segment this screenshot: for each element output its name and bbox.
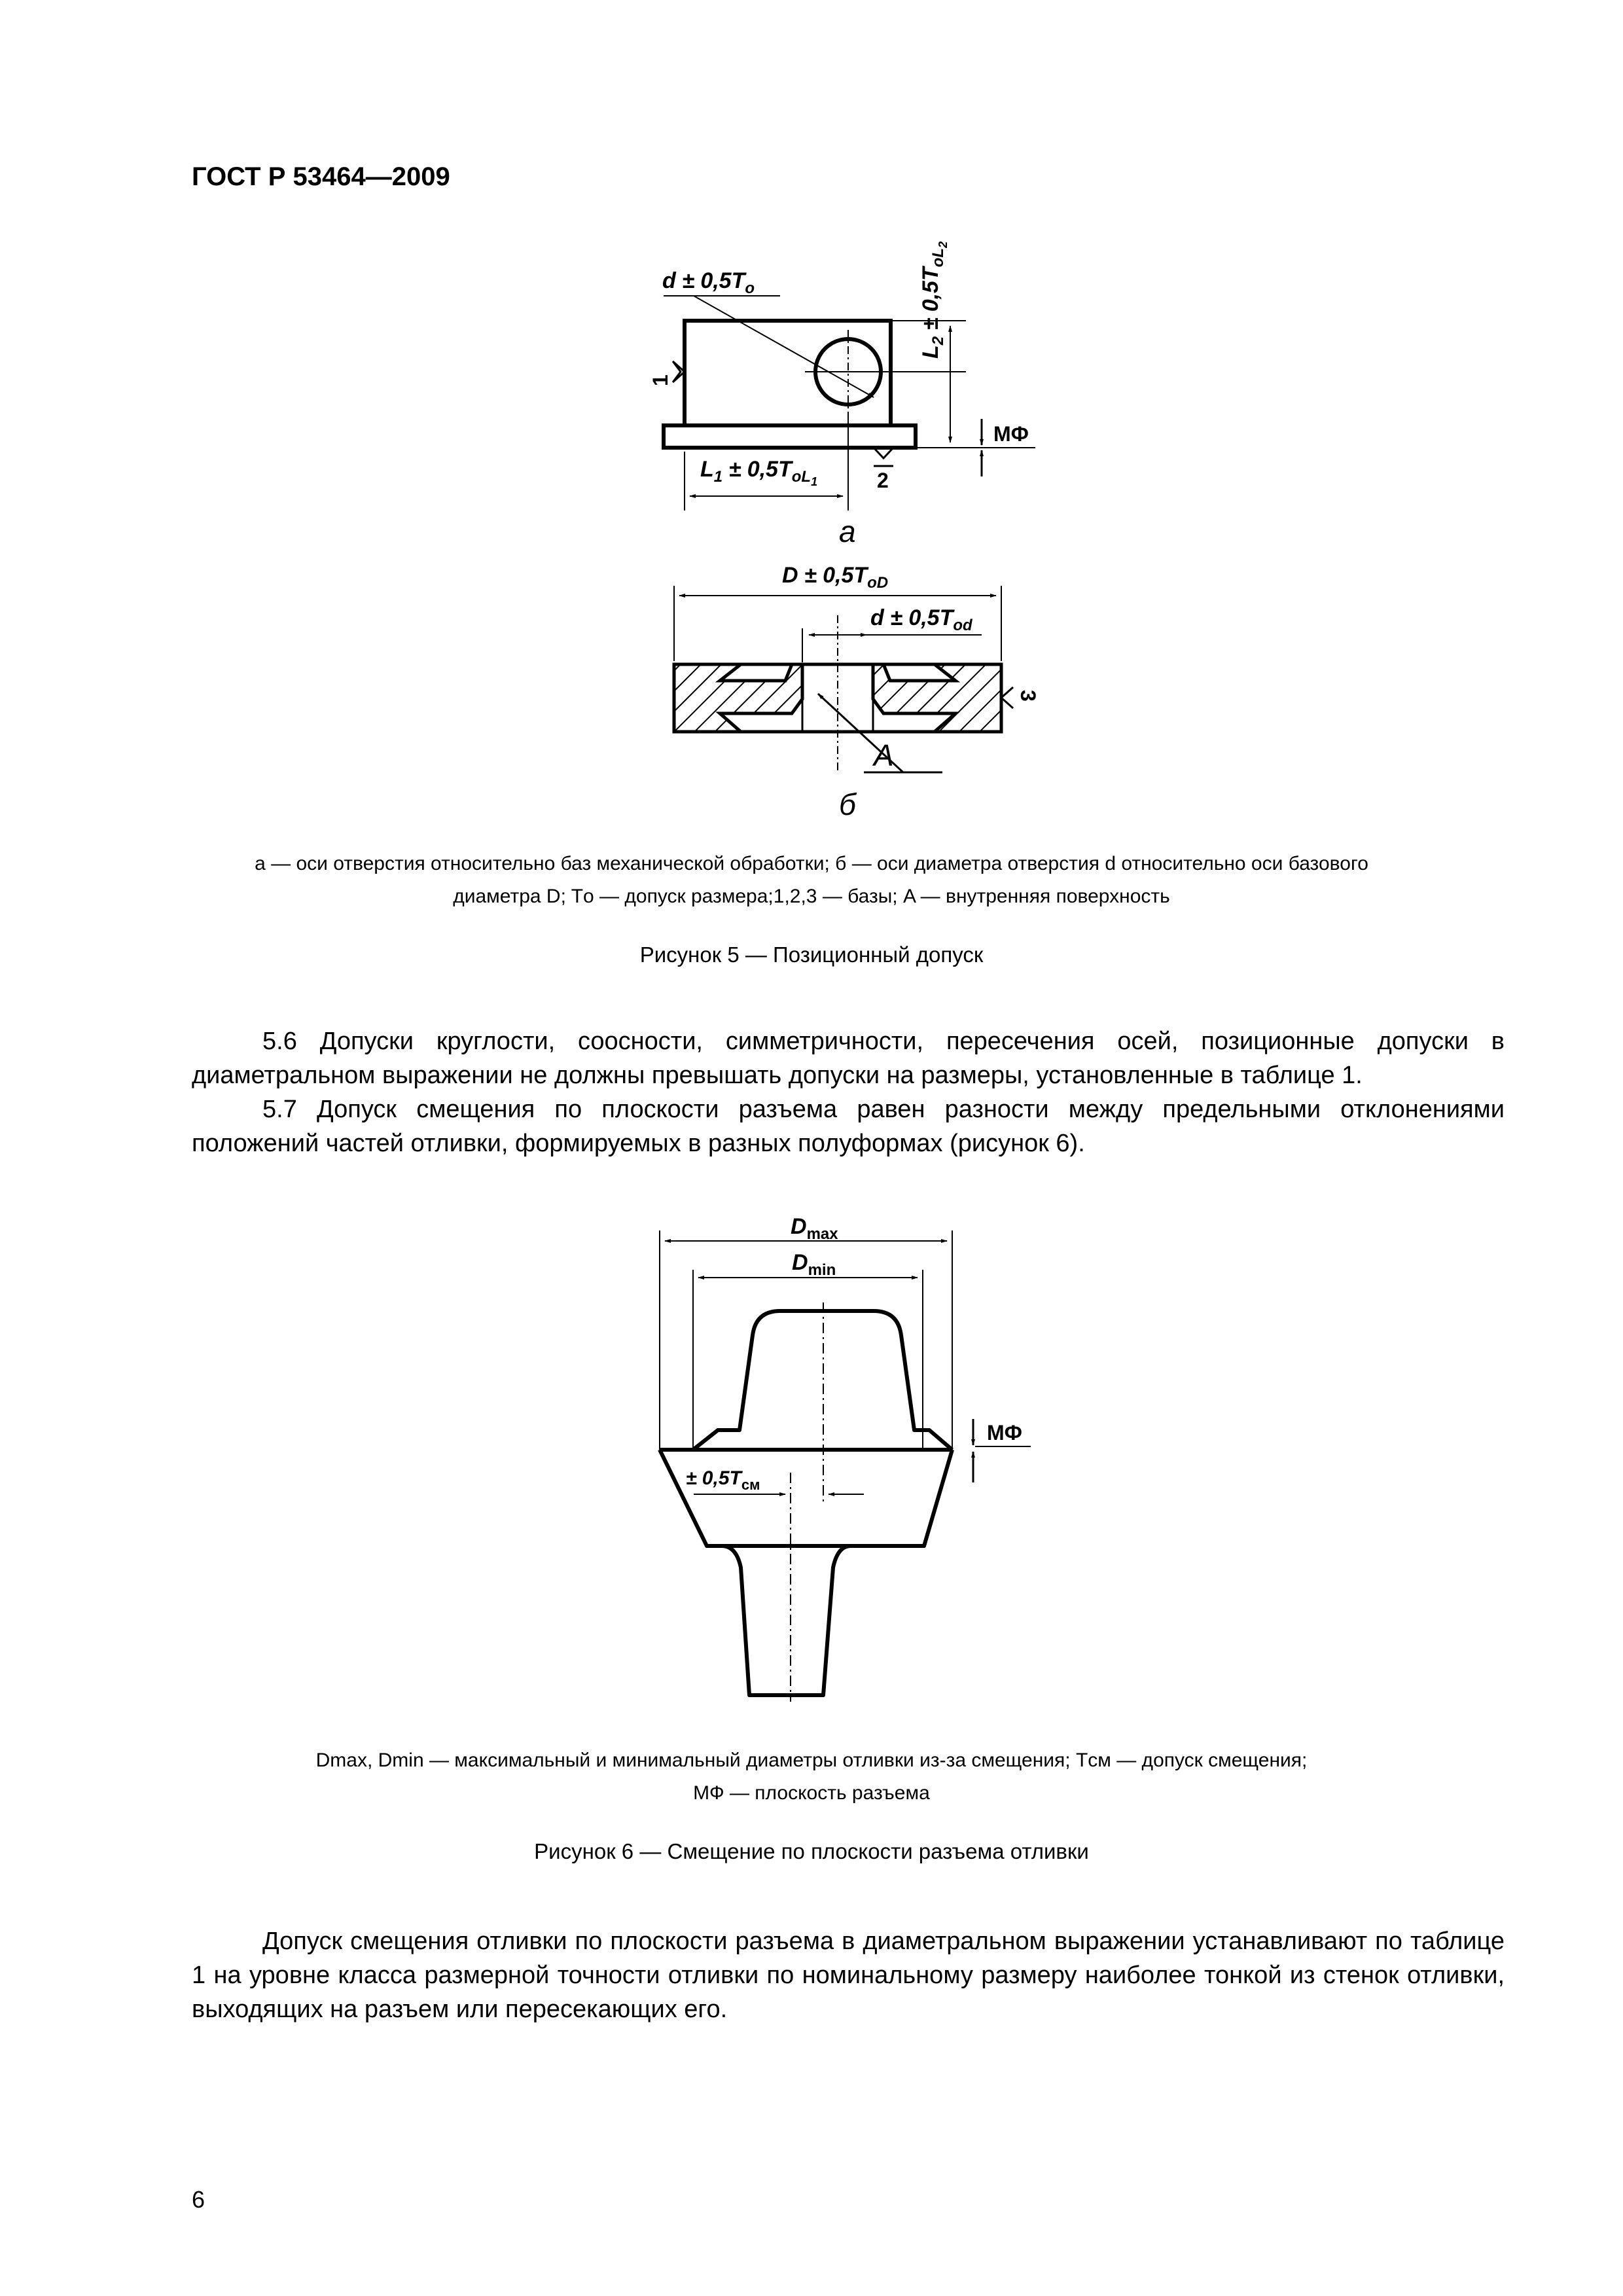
label-parting-plane-6: МФ xyxy=(987,1421,1022,1444)
block-base xyxy=(664,425,916,448)
label-parting-plane-a: МФ xyxy=(993,422,1029,446)
part-a-label: а xyxy=(839,514,856,548)
label-hole-diameter: $d \pm 0,5T_о$ xyxy=(662,268,755,297)
paragraph-5-6: 5.6 Допуски круглости, соосности, симметричности, пересечения осей, позиционные допуски в диаметральном выражении не должны превышать допуски на размеры, установленные в таблице 1. xyxy=(192,1028,1505,1089)
base-symbol-3 xyxy=(1001,687,1013,708)
figure-5-title: Рисунок 5 — Позиционный допуск xyxy=(639,942,984,967)
figure-6-drawing xyxy=(0,1191,1623,1728)
document-header: ГОСТ Р 53464—2009 xyxy=(192,162,450,191)
page-number: 6 xyxy=(192,2186,205,2213)
base-label-2: 2 xyxy=(877,469,889,492)
figure-6-caption xyxy=(105,1744,1518,1810)
label-dmin: $D_{min}$ xyxy=(792,1250,836,1279)
label-l2: $L_2 \pm 0,5T_oL2$ xyxy=(918,241,950,359)
label-small-d: $d \pm 0,5T_{od}$ xyxy=(870,605,972,634)
ring-right-section xyxy=(873,664,1001,732)
figure-5-caption-line-1: а — оси отверстия относительно баз механической обработки; б — оси диаметра отверстия d относительно оси базового xyxy=(255,853,1368,874)
block-body xyxy=(685,321,891,425)
paragraph-5-7: 5.7 Допуск смещения по плоскости разъема равен разности между предельными отклонениями положений частей отливки, формируемых в разных полуформах (рисунок 6). xyxy=(192,1096,1505,1157)
label-big-d: $D \pm 0,5T_{oD}$ xyxy=(782,563,889,592)
figure-5b-part xyxy=(674,586,1013,772)
figure-6-caption-line-2: МФ — плоскость разъема xyxy=(693,1782,930,1804)
figure-6-caption-line-1: Dmax, Dmin — максимальный и минимальный диаметры отливки из-за смещения; Tсм — допуск смещения; xyxy=(315,1749,1308,1771)
paragraph-shift-tolerance: Допуск смещения отливки по плоскости разъема в диаметральном выражении устанавливают по таблице 1 на уровне класса размерной точности отливки по номинальному размеру наиболее тонкой из стенок отливки, выходящих на разъем или пересекающих его. xyxy=(192,1928,1505,2023)
figure-5-caption-line-2: диаметра D; Tо — допуск размера;1,2,3 — базы; A — внутренняя поверхность xyxy=(453,886,1170,907)
label-dmax: $D_{max}$ xyxy=(791,1214,838,1243)
figure-5-drawing xyxy=(0,0,1623,851)
casting-stem xyxy=(722,1546,851,1695)
figure-5-caption xyxy=(105,848,1518,913)
part-b-label: б xyxy=(839,787,856,821)
leader-d xyxy=(694,296,874,397)
label-surface-a: A xyxy=(874,738,894,772)
label-offset: ± $0,5T_{см}$ xyxy=(686,1467,760,1493)
label-l1: $L_1 \pm 0,5T_oL1$ xyxy=(700,457,818,488)
casting-lower-cone xyxy=(660,1450,952,1546)
base-label-1: 1 xyxy=(649,374,672,386)
figure-6-title: Рисунок 6 — Смещение по плоскости разъема отливки xyxy=(534,1839,1089,1863)
ring-left-section xyxy=(674,664,802,732)
base-label-3: 3 xyxy=(1016,690,1040,702)
base-symbol-2 xyxy=(874,448,893,466)
